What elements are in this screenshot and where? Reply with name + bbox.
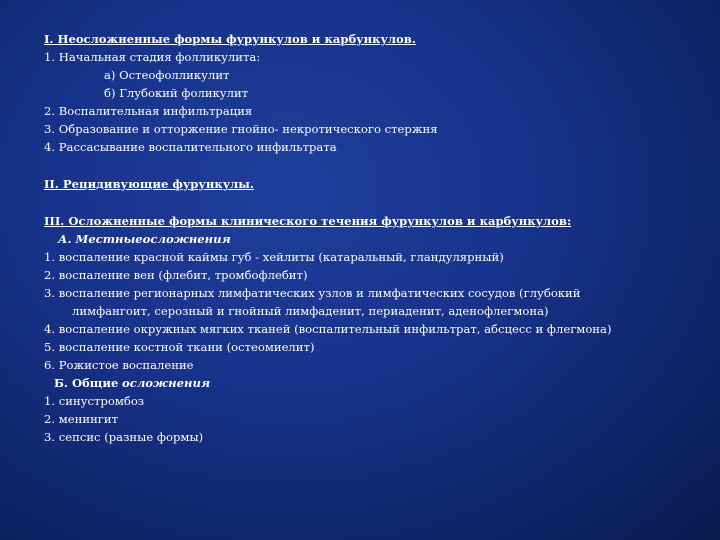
section-2-heading: II. Рецидивующие фурункулы. [44,177,254,191]
section-3-heading: III. Осложненные формы клинического течения фурункулов и карбункулов: [44,214,572,228]
local-item-5: 5. воспаление костной ткани (остеомиелит) [44,340,315,354]
spacer [44,156,694,175]
local-item-4: 4. воспаление окружных мягких тканей (воспалительный инфильтрат, абсцесс и флегмона) [44,322,612,336]
section-1-item-4: 4. Рассасывание воспалительного инфильтрата [44,140,337,154]
section-1-subitem-b: б) Глубокий фоликулит [104,86,249,100]
general-title-rest: осложнения [122,376,211,390]
section-1-item-3: 3. Образование и отторжение гнойно- некротического стержня [44,122,438,136]
section-1-item-1: 1. Начальная стадия фолликулита: [44,50,261,64]
general-item-3: 3. сепсис (разные формы) [44,430,204,444]
general-item-2: 2. менингит [44,412,119,426]
local-item-3: 3. воспаление регионарных лимфатических узлов и лимфатических сосудов (глубокий [44,286,581,300]
local-item-6: 6. Рожистое воспаление [44,358,194,372]
general-complications-title [44,374,694,392]
section-1-subitem-a: а) Остеофолликулит [104,68,230,82]
general-title-lead: Б. Общие [54,376,119,390]
slide-content [44,30,694,446]
general-item-1: 1. синустромбоз [44,394,145,408]
local-item-3-continuation: лимфангоит, серозный и гнойный лимфаденит, периаденит, аденофлегмона) [72,304,549,318]
local-complications-title: А. Местныеосложнения [58,232,231,246]
spacer [44,193,694,212]
section-1-heading: I. Неосложненные формы фурункулов и карбункулов. [44,32,416,46]
local-item-1: 1. воспаление красной каймы губ - хейлиты (катаральный, гландулярный) [44,250,504,264]
section-1-item-2: 2. Воспалительная инфильтрация [44,104,253,118]
local-item-2: 2. воспаление вен (флебит, тромбофлебит) [44,268,308,282]
